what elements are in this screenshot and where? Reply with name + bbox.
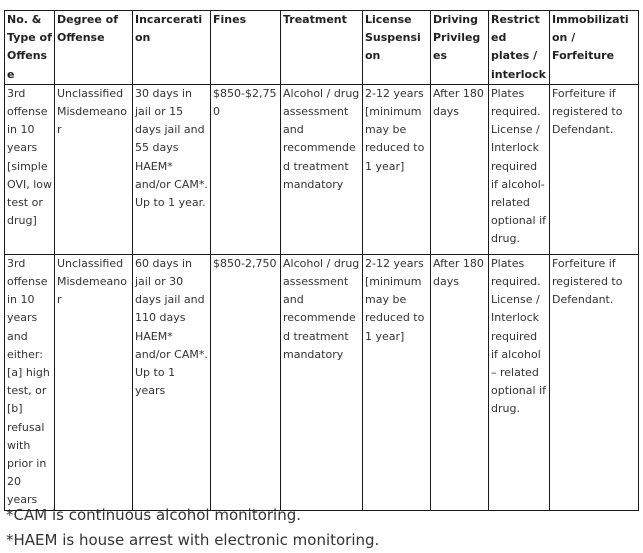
header-restricted-plates: Restricted plates / interlock bbox=[489, 11, 550, 85]
footnote-haem: *HAEM is house arrest with electronic monitoring. bbox=[6, 531, 380, 549]
cell-driving-privileges: After 180 days bbox=[431, 254, 489, 510]
cell-degree: Unclassified Misdemeanor bbox=[55, 84, 133, 254]
header-incarceration: Incarceration bbox=[133, 11, 211, 85]
footnotes bbox=[6, 503, 379, 553]
header-immobilization: Immobilization / Forfeiture bbox=[550, 11, 639, 85]
cell-incarceration: 60 days in jail or 30 days jail and 110 days HAEM* and/or CAM*. Up to 1 years bbox=[133, 254, 211, 510]
penalty-table bbox=[4, 10, 639, 511]
cell-degree: Unclassified Misdemeanor bbox=[55, 254, 133, 510]
header-treatment: Treatment bbox=[281, 11, 363, 85]
header-driving-privileges: Driving Privileges bbox=[431, 11, 489, 85]
cell-license-suspension: 2-12 years [minimum may be reduced to 1 year] bbox=[363, 84, 431, 254]
cell-treatment: Alcohol / drug assessment and recommended treatment mandatory bbox=[281, 254, 363, 510]
cell-restricted-plates: Plates required. License / Interlock required if alcohol – related optional if drug. bbox=[489, 254, 550, 510]
cell-driving-privileges: After 180 days bbox=[431, 84, 489, 254]
cell-fines: $850-$2,750 bbox=[211, 84, 281, 254]
cell-immobilization: Forfeiture if registered to Defendant. bbox=[550, 84, 639, 254]
table-row bbox=[5, 254, 639, 510]
cell-restricted-plates: Plates required. License / Interlock required if alcohol-related optional if drug. bbox=[489, 84, 550, 254]
header-license-suspension: License Suspension bbox=[363, 11, 431, 85]
cell-treatment: Alcohol / drug assessment and recommended treatment mandatory bbox=[281, 84, 363, 254]
cell-offense-type: 3rd offense in 10 years [simple OVI, low test or drug] bbox=[5, 84, 55, 254]
footnote-cam: *CAM is continuous alcohol monitoring. bbox=[6, 506, 302, 524]
cell-license-suspension: 2-12 years [minimum may be reduced to 1 year] bbox=[363, 254, 431, 510]
header-offense-type: No. & Type of Offense bbox=[5, 11, 55, 85]
header-degree: Degree of Offense bbox=[55, 11, 133, 85]
header-fines: Fines bbox=[211, 11, 281, 85]
table-header-row bbox=[5, 11, 639, 85]
cell-immobilization: Forfeiture if registered to Defendant. bbox=[550, 254, 639, 510]
table-row bbox=[5, 84, 639, 254]
cell-offense-type: 3rd offense in 10 years and either: [a] high test, or [b] refusal with prior in 20 years bbox=[5, 254, 55, 510]
cell-incarceration: 30 days in jail or 15 days jail and 55 days HAEM* and/or CAM*. Up to 1 year. bbox=[133, 84, 211, 254]
cell-fines: $850-2,750 bbox=[211, 254, 281, 510]
